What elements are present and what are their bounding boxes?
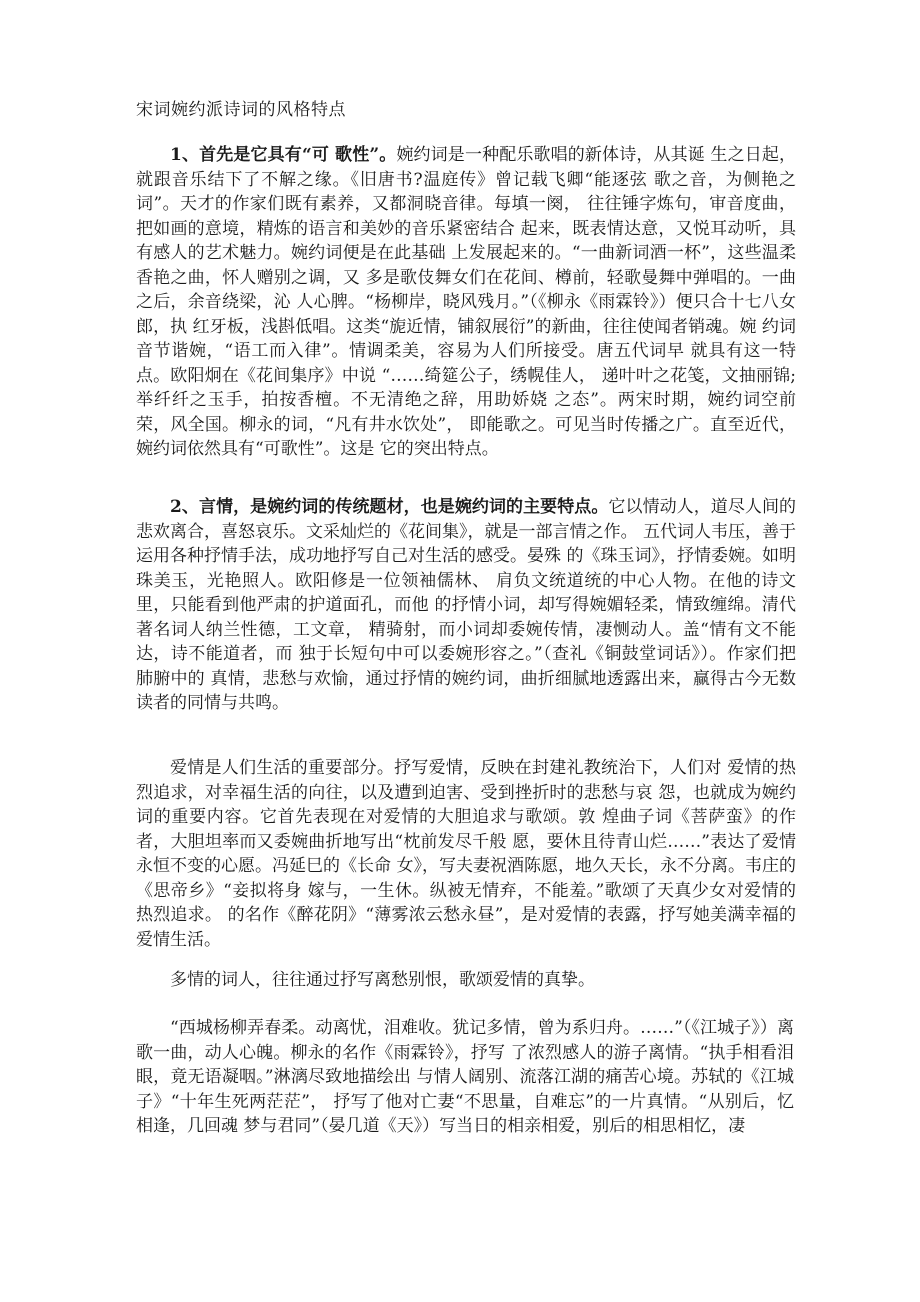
paragraph-lead: 2、言情，是婉约词的传统题材，也是婉约词的主要特点。 (170, 497, 609, 517)
paragraph-body: “西城杨柳弄春柔。动离忧，泪难收。犹记多情，曾为系归舟。……”（《江城子》）离歌一曲，动人心魄。柳永的名作《雨霖铃》，抒写 了浓烈感人的游子离情。“执手相看泪眼，竟无语凝咽。”淋漓尽致地描绘出 与情人阔别、流落江湖的痛苦心境。苏轼的《江城子》“十年生死两茫茫”， 抒写了他对亡妻“不思量，自难忘”的一片真情。“从别后，忆相逢，几回魂 梦与君同”（晏几道《天》）写当日的相亲相爱，别后的相思相忆，凄 (136, 1018, 794, 1136)
paragraph-separation (136, 968, 796, 993)
paragraph-body: 爱情是人们生活的重要部分。抒写爱情，反映在封建礼教统治下，人们对 爱情的热烈追求，对幸福生活的向往，以及遭到迫害、受到挫折时的悲愁与哀 怨，也就成为婉约词的重要内容。它首先表现在对爱情的大胆追求与歌颂。敦 煌曲子词《菩萨蛮》的作者，大胆坦率而又委婉曲折地写出“枕前发尽千般 愿，要休且待青山烂……”表达了爱情永恒不变的心愿。冯延巳的《长命 女》，写夫妻祝酒陈愿，地久天长，永不分离。韦庄的《思帝乡》“妾拟将身 嫁与，一生休。纵被无情弃，不能羞。”歌颂了天真少女对爱情的热烈追求。 的名作《醉花阴》“薄雾浓云愁永昼”，是对爱情的表露，抒写她美满幸福的 爱情生活。 (136, 758, 796, 950)
paragraph-quotations (136, 1016, 794, 1139)
paragraph-body: 它以情动人，道尽人间的悲欢离合，喜怒哀乐。文采灿烂的《花间集》，就是一部言情之作。 五代词人韦压，善于运用各种抒情手法，成功地抒写自己对生活的感受。晏殊 的《珠玉词》，抒情委婉。如明珠美玉，光艳照人。欧阳修是一位领袖儒林、 肩负文统道统的中心人物。在他的诗文里，只能看到他严肃的护道面孔，而他 的抒情小词，却写得婉媚轻柔，情致缠绵。清代著名词人纳兰性德，工文章， 精骑射，而小词却委婉传情，凄恻动人。盖“情有文不能达，诗不能道者，而 独于长短句中可以委婉形容之。”（查礼《铜鼓堂词话》）。作家们把肺腑中的 真情，悲愁与欢愉，通过抒情的婉约词，曲折细腻地透露出来，赢得古今无数 读者的同情与共鸣。 (136, 497, 797, 713)
paragraph-love (136, 756, 796, 952)
paragraph-lead: 1、首先是它具有“可 歌性”。 (170, 145, 397, 165)
document-title: 宋词婉约派诗词的风格特点 (136, 100, 346, 120)
paragraph-emotion (136, 495, 796, 716)
paragraph-body: 多情的词人，往往通过抒写离愁别恨，歌颂爱情的真挚。 (170, 970, 595, 990)
paragraph-body: 婉约词是一种配乐歌唱的新体诗，从其诞 生之日起，就跟音乐结下了不解之缘。《旧唐书?温庭传》曾记载飞卿“能逐弦 歌之音，为侧艳之词”。天才的作家们既有素养，又都洞晓音律。每填一阕， 往往锤字炼句，审音度曲，把如画的意境，精炼的语言和美妙的音乐紧密结合 起来，既表情达意，又悦耳动听，具有感人的艺术魅力。婉约词便是在此基础 上发展起来的。“一曲新词酒一杯”，这些温柔香艳之曲，怀人赠别之调，又 多是歌伎舞女们在花间、樽前，轻歌曼舞中弹唱的。一曲之后，余音绕梁，沁 人心脾。“杨柳岸，晓风残月。”（《柳永《雨霖铃》）便只合十七八女郎，执 红牙板，浅斟低唱。这类“旎近情，铺叙展衍”的新曲，往往使闻者销魂。婉 约词音节谐婉，“语工而入律”。情调柔美，容易为人们所接受。唐五代词早 就具有这一特点。欧阳炯在《花间集序》中说 “……绮筵公子，绣幌佳人， 递叶叶之花笺，文抽丽锦;举纤纤之玉手，拍按香檀。不无清绝之辞，用助娇娆 之态”。两宋时期，婉约词空前荣，风全国。柳永的词，“凡有井水饮处”， 即能歌之。可见当时传播之广。直至近代，婉约词依然具有“可歌性”。这是 它的突出特点。 (136, 145, 796, 459)
paragraph-singability (136, 143, 796, 462)
